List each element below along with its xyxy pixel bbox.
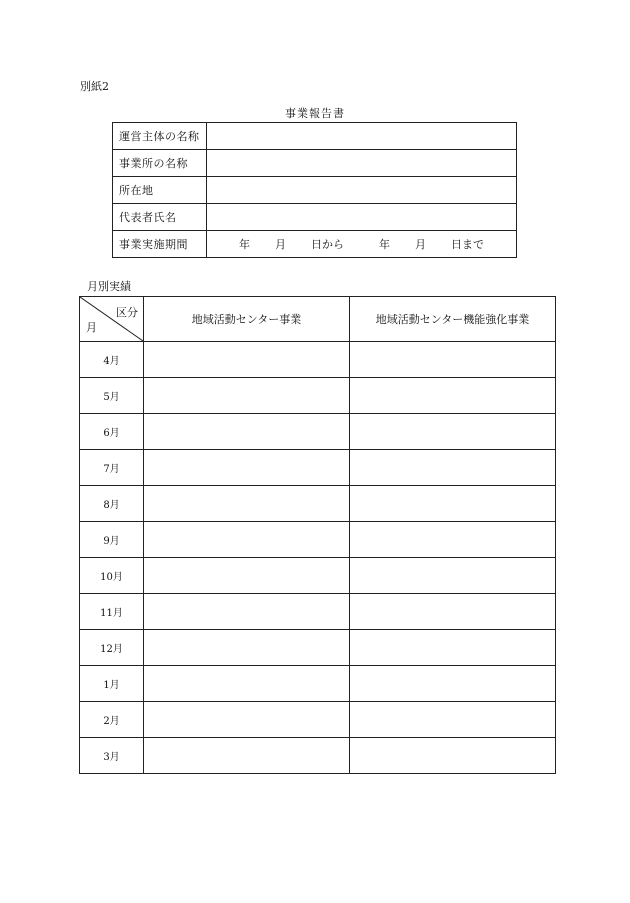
month-rows — [80, 342, 556, 774]
enhancement-cell[interactable] — [350, 630, 556, 666]
info-row-office — [113, 150, 517, 177]
community-center-cell[interactable] — [144, 594, 350, 630]
month-cell: 9月 — [80, 522, 144, 558]
table-row — [80, 558, 556, 594]
month-cell: 1月 — [80, 666, 144, 702]
table-row — [80, 630, 556, 666]
table-row — [80, 738, 556, 774]
table-row — [80, 666, 556, 702]
period-year-start: 年 — [239, 238, 250, 251]
operator-name-field[interactable] — [207, 123, 517, 150]
community-center-cell[interactable] — [144, 738, 350, 774]
office-name-field[interactable] — [207, 150, 517, 177]
period-year-end: 年 — [379, 238, 390, 251]
appendix-label: 別紙2 — [80, 80, 109, 93]
month-cell: 6月 — [80, 414, 144, 450]
period-label: 事業実施期間 — [113, 231, 207, 258]
table-row — [80, 378, 556, 414]
address-label: 所在地 — [113, 177, 207, 204]
table-row — [80, 594, 556, 630]
community-center-cell[interactable] — [144, 378, 350, 414]
enhancement-cell[interactable] — [350, 486, 556, 522]
community-center-cell[interactable] — [144, 522, 350, 558]
table-row — [80, 414, 556, 450]
office-name-label: 事業所の名称 — [113, 150, 207, 177]
month-label: 月 — [86, 321, 97, 334]
representative-field[interactable] — [207, 204, 517, 231]
month-cell: 4月 — [80, 342, 144, 378]
header-community-center: 地域活動センター事業 — [144, 297, 350, 342]
community-center-cell[interactable] — [144, 702, 350, 738]
operator-name-label: 運営主体の名称 — [113, 123, 207, 150]
category-label: 区分 — [116, 306, 138, 319]
month-cell: 2月 — [80, 702, 144, 738]
enhancement-cell[interactable] — [350, 450, 556, 486]
info-row-operator — [113, 123, 517, 150]
community-center-cell[interactable] — [144, 342, 350, 378]
table-row — [80, 486, 556, 522]
table-row — [80, 342, 556, 378]
table-row — [80, 702, 556, 738]
monthly-section-title: 月別実績 — [87, 280, 131, 293]
address-field[interactable] — [207, 177, 517, 204]
period-month-start: 月 — [275, 238, 286, 251]
community-center-cell[interactable] — [144, 558, 350, 594]
info-row-representative — [113, 204, 517, 231]
representative-label: 代表者氏名 — [113, 204, 207, 231]
enhancement-cell[interactable] — [350, 414, 556, 450]
period-field[interactable] — [207, 231, 517, 258]
community-center-cell[interactable] — [144, 450, 350, 486]
month-cell: 10月 — [80, 558, 144, 594]
period-day-from: 日から — [311, 238, 344, 251]
enhancement-cell[interactable] — [350, 378, 556, 414]
info-row-address — [113, 177, 517, 204]
enhancement-cell[interactable] — [350, 594, 556, 630]
monthly-results-table — [79, 296, 556, 774]
enhancement-cell[interactable] — [350, 702, 556, 738]
enhancement-cell[interactable] — [350, 558, 556, 594]
header-community-center-enhancement: 地域活動センター機能強化事業 — [350, 297, 556, 342]
enhancement-cell[interactable] — [350, 522, 556, 558]
month-cell: 3月 — [80, 738, 144, 774]
corner-header-cell — [80, 297, 144, 342]
month-cell: 8月 — [80, 486, 144, 522]
community-center-cell[interactable] — [144, 414, 350, 450]
community-center-cell[interactable] — [144, 486, 350, 522]
enhancement-cell[interactable] — [350, 666, 556, 702]
enhancement-cell[interactable] — [350, 342, 556, 378]
period-month-end: 月 — [415, 238, 426, 251]
month-cell: 5月 — [80, 378, 144, 414]
month-cell: 12月 — [80, 630, 144, 666]
month-cell: 11月 — [80, 594, 144, 630]
table-row — [80, 450, 556, 486]
table-row — [80, 522, 556, 558]
community-center-cell[interactable] — [144, 630, 350, 666]
enhancement-cell[interactable] — [350, 738, 556, 774]
document-title: 事業報告書 — [285, 107, 345, 120]
period-day-to: 日まで — [451, 238, 484, 251]
month-cell: 7月 — [80, 450, 144, 486]
info-row-period — [113, 231, 517, 258]
monthly-header-row — [80, 297, 556, 342]
business-info-table — [112, 122, 517, 258]
community-center-cell[interactable] — [144, 666, 350, 702]
